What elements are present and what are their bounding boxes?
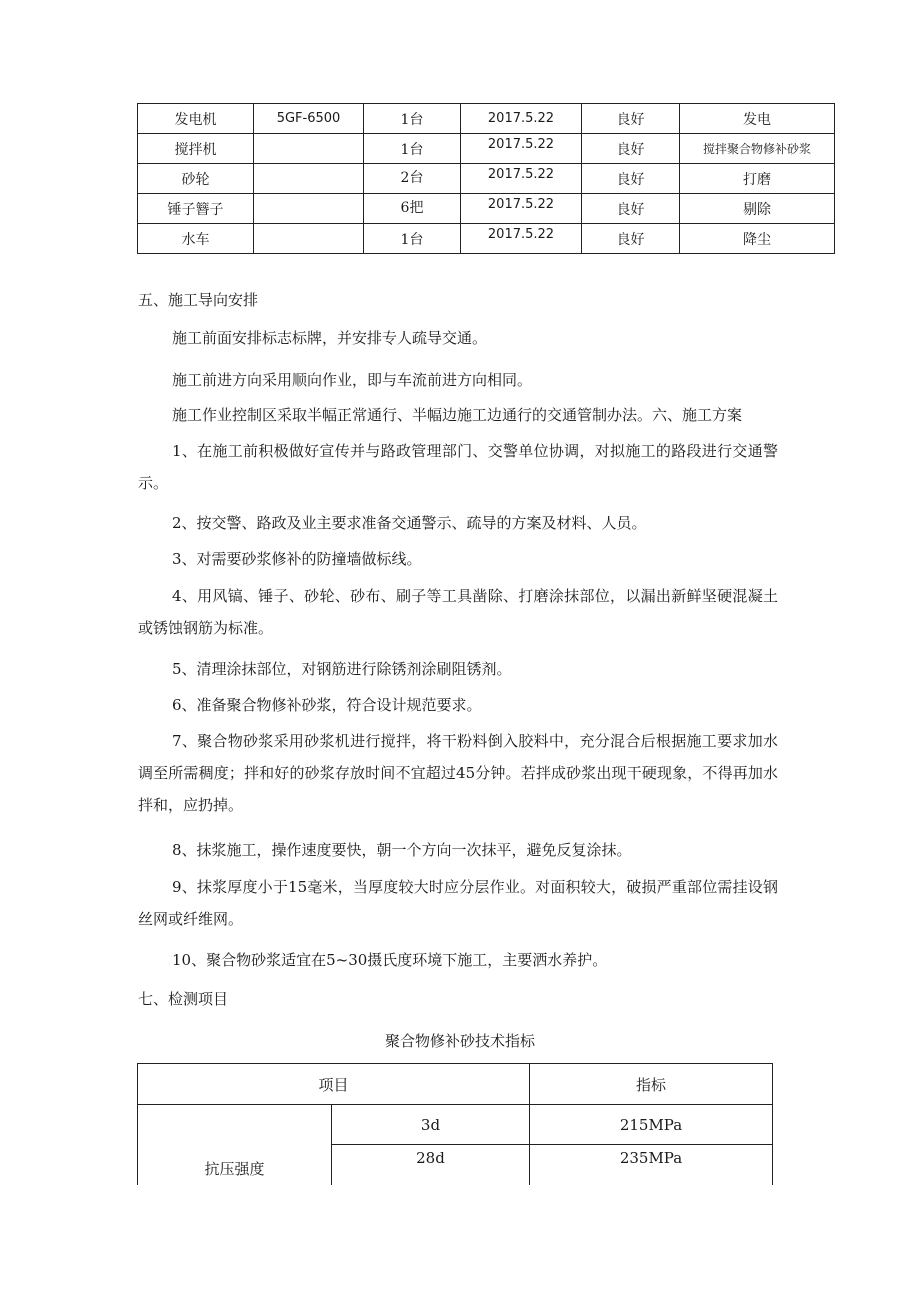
paragraph: 施工前进方向采用顺向作业，即与车流前进方向相同。: [172, 371, 533, 389]
equipment-use: 发电: [680, 104, 835, 134]
equipment-qty: 1台: [364, 224, 461, 254]
equipment-name: 锤子簪子: [138, 194, 254, 224]
equipment-model: [254, 194, 364, 224]
table-row: [138, 164, 835, 194]
equipment-model: 5GF-6500: [254, 104, 364, 134]
plan-item-10: 10、聚合物砂浆适宜在5~30摄氏度环境下施工，主要洒水养护。: [172, 951, 608, 969]
plan-item-1: 1、在施工前积极做好宣传并与路政管理部门、交警单位协调，对拟施工的路段进行交通警示。: [138, 442, 778, 492]
equipment-model: [254, 134, 364, 164]
table-row: [138, 1105, 773, 1145]
equipment-date: 2017.5.22: [461, 224, 582, 254]
header-item: 项目: [138, 1064, 530, 1105]
equipment-name: 水车: [138, 224, 254, 254]
plan-item-7: 7、聚合物砂浆采用砂浆机进行搅拌，将干粉料倒入胶料中，充分混合后根据施工要求加水调至所需稠度；拌和好的砂浆存放时间不宜超过45分钟。若拌成砂浆出现干硬现象，不得再加水拌和，应扔掉。: [138, 732, 778, 814]
section-5-heading: 五、施工导向安排: [138, 291, 259, 309]
table-row: [138, 224, 835, 254]
age-cell: 3d: [332, 1105, 530, 1145]
table-header-row: [138, 1064, 773, 1105]
equipment-date: 2017.5.22: [461, 104, 582, 134]
equipment-date: 2017.5.22: [461, 194, 582, 224]
plan-item-9: 9、抹浆厚度小于15毫米，当厚度较大时应分层作业。对面积较大，破损严重部位需挂设钢丝网或纤维网。: [138, 878, 778, 928]
equipment-use: 打磨: [680, 164, 835, 194]
equipment-qty: 1台: [364, 104, 461, 134]
paragraph: 施工作业控制区采取半幅正常通行、半幅边施工边通行的交通管制办法。六、施工方案: [172, 406, 743, 424]
equipment-qty: 6把: [364, 194, 461, 224]
age-cell: 28d: [332, 1145, 530, 1186]
equipment-status: 良好: [582, 194, 680, 224]
table-caption: 聚合物修补砂技术指标: [384, 1032, 535, 1050]
equipment-qty: 1台: [364, 134, 461, 164]
equipment-name: 搅拌机: [138, 134, 254, 164]
spec-table: [137, 1063, 773, 1185]
equipment-model: [254, 224, 364, 254]
equipment-name: 发电机: [138, 104, 254, 134]
equipment-status: 良好: [582, 224, 680, 254]
equipment-status: 良好: [582, 104, 680, 134]
plan-item-5: 5、清理涂抹部位，对钢筋进行除锈剂涂刷阻锈剂。: [172, 660, 512, 678]
equipment-use: 降尘: [680, 224, 835, 254]
header-index: 指标: [530, 1064, 773, 1105]
table-row: [138, 134, 835, 164]
plan-item-4: 4、用风镐、锤子、砂轮、砂布、刷子等工具凿除、打磨涂抹部位，以漏出新鲜坚硬混凝土或锈蚀钢筋为标准。: [138, 587, 778, 637]
equipment-model: [254, 164, 364, 194]
value-cell: 235MPa: [530, 1145, 773, 1186]
paragraph: 施工前面安排标志标牌，并安排专人疏导交通。: [172, 329, 488, 347]
table-row: [138, 104, 835, 134]
equipment-use: 搅拌聚合物修补砂浆: [680, 134, 835, 164]
equipment-status: 良好: [582, 134, 680, 164]
equipment-name: 砂轮: [138, 164, 254, 194]
equipment-table: [137, 103, 835, 254]
plan-item-8: 8、抹浆施工，操作速度要快，朝一个方向一次抹平，避免反复涂抹。: [172, 841, 632, 859]
value-cell: 215MPa: [530, 1105, 773, 1145]
plan-item-6: 6、准备聚合物修补砂浆，符合设计规范要求。: [172, 696, 482, 714]
equipment-status: 良好: [582, 164, 680, 194]
equipment-date: 2017.5.22: [461, 134, 582, 164]
equipment-qty: 2台: [364, 164, 461, 194]
equipment-date: 2017.5.22: [461, 164, 582, 194]
plan-item-3: 3、对需要砂浆修补的防撞墙做标线。: [172, 550, 422, 568]
equipment-use: 剔除: [680, 194, 835, 224]
section-7-heading: 七、检测项目: [138, 990, 229, 1008]
plan-item-2: 2、按交警、路政及业主要求准备交通警示、疏导的方案及材料、人员。: [172, 514, 647, 532]
compressive-strength-label: 抗压强度: [138, 1105, 332, 1186]
table-row: [138, 194, 835, 224]
